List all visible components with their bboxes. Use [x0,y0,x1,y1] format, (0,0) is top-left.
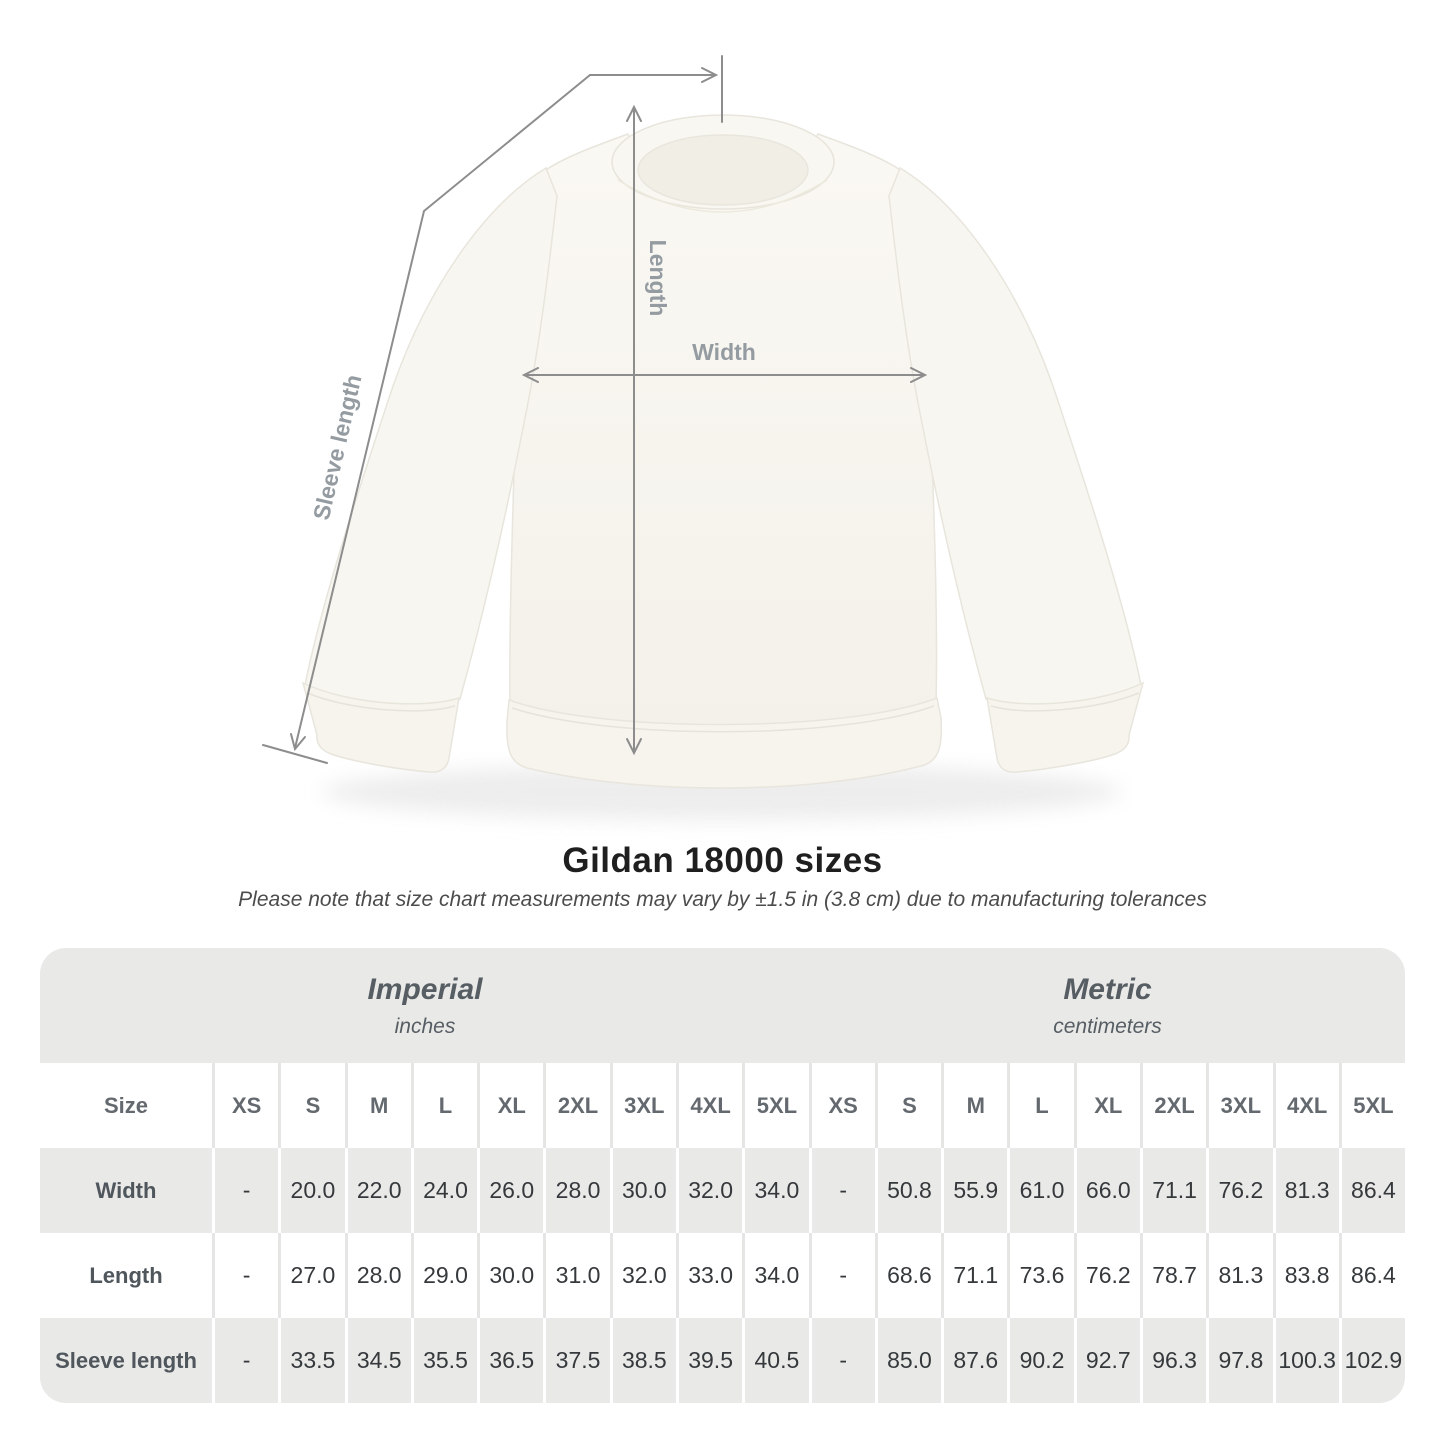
size-col-header-imperial-2xl [546,1063,612,1148]
size-col-header-metric-3xl-text: 3XL [1220,1092,1262,1118]
table-cell-text: 30.0 [621,1177,667,1203]
size-col-header-metric-s [878,1063,944,1148]
table-cell-text: 92.7 [1085,1347,1131,1373]
metric-title: Metric [1063,972,1152,1006]
size-col-header-metric-l [1010,1063,1076,1148]
table-cell-text: 76.2 [1218,1177,1264,1203]
table-cell-text: 36.5 [489,1347,535,1373]
table-cell [215,1233,281,1318]
table-cell-text: 37.5 [555,1347,601,1373]
size-col-header-imperial-l [414,1063,480,1148]
size-col-header-metric-4xl [1276,1063,1342,1148]
tolerance-note: Please note that size chart measurements may vary by ±1.5 in (3.8 cm) due to manufacturing tolerances [238,888,1207,911]
table-cell [281,1318,347,1403]
size-col-header-imperial-xs-text: XS [231,1092,262,1118]
table-cell [546,1318,612,1403]
table-cell-text: 27.0 [290,1262,336,1288]
table-cell [1010,1148,1076,1233]
imperial-subtitle: inches [394,1014,456,1038]
table-cell [414,1233,480,1318]
table-cell-text: 29.0 [423,1262,468,1288]
row-label-text: Sleeve length [55,1347,197,1373]
table-cell-text: 102.9 [1344,1347,1403,1373]
table-cell-text: 39.5 [688,1347,733,1373]
table-cell-text: 34.0 [754,1262,800,1288]
table-cell [1276,1148,1342,1233]
row-label-text: Width [95,1177,157,1203]
size-col-header-imperial-3xl-text: 3XL [624,1092,665,1118]
size-col-header-imperial-4xl [679,1063,745,1148]
size-col-header-metric-m [944,1063,1010,1148]
table-cell [480,1233,546,1318]
table-cell [1143,1148,1209,1233]
table-cell [679,1233,745,1318]
table-cell-text: 76.2 [1085,1262,1131,1288]
table-cell-text: 71.1 [1152,1177,1197,1203]
table-cell [745,1148,811,1233]
length-label: Length [645,239,671,317]
metric-section-header [810,948,1405,1063]
table-row-length [40,1233,1405,1318]
table-cell [878,1148,944,1233]
size-col-header-metric-5xl-text: 5XL [1353,1092,1394,1118]
table-cell-text: 32.0 [621,1262,667,1288]
table-cell-text: 31.0 [555,1262,601,1288]
table-cell-text: 78.7 [1152,1262,1197,1288]
table-cell-text: 28.0 [555,1177,601,1203]
size-col-header-metric-xl [1077,1063,1143,1148]
table-cell [1077,1318,1143,1403]
table-cell [414,1148,480,1233]
table-cell-text: 100.3 [1278,1347,1336,1373]
table-cell [679,1318,745,1403]
table-cell-text: 28.0 [356,1262,402,1288]
collar-inner [638,135,808,205]
table-cell [215,1148,281,1233]
table-cell-text: 32.0 [688,1177,733,1203]
table-cell [1010,1318,1076,1403]
size-col-header-imperial-xl-text: XL [497,1092,526,1118]
size-col-header-imperial-l-text: L [438,1092,453,1118]
size-col-header-imperial-xl [480,1063,546,1148]
table-row-sleeve-length [40,1318,1405,1403]
size-col-header-imperial-2xl-text: 2XL [557,1092,599,1118]
metric-subtitle: centimeters [1053,1014,1162,1038]
table-cell [546,1233,612,1318]
table-cell-text: 22.0 [356,1177,402,1203]
table-cell-text: 38.5 [621,1347,667,1373]
table-cell [281,1148,347,1233]
table-cell [1010,1233,1076,1318]
size-table [40,948,1405,1403]
size-col-header-metric-m-text: M [966,1092,985,1118]
table-cell-text: 55.9 [953,1177,999,1203]
table-cell [745,1233,811,1318]
table-cell [1276,1233,1342,1318]
size-col-header-metric-s-text: S [902,1092,917,1118]
table-cell [812,1233,878,1318]
table-cell [1342,1318,1405,1403]
table-cell [1209,1318,1275,1403]
table-cell-text: 35.5 [423,1347,468,1373]
table-cell-text: 50.8 [887,1177,932,1203]
table-cell [1143,1233,1209,1318]
table-cell [1077,1233,1143,1318]
table-cell [944,1233,1010,1318]
page-title: Gildan 18000 sizes [562,841,883,880]
table-cell [1276,1318,1342,1403]
table-cell-text: 61.0 [1019,1177,1065,1203]
size-col-header-metric-xs [812,1063,878,1148]
table-cell [613,1233,679,1318]
table-cell [414,1318,480,1403]
size-col-header-imperial-5xl-text: 5XL [756,1092,798,1118]
sweatshirt-body [510,134,937,733]
width-label: Width [692,339,756,365]
table-cell [812,1148,878,1233]
size-col-header-metric-5xl [1342,1063,1405,1148]
size-col-header-imperial-s-text: S [305,1092,321,1118]
table-cell-text: 71.1 [953,1262,999,1288]
table-cell [1077,1148,1143,1233]
table-cell [348,1233,414,1318]
size-col-header-imperial-3xl [613,1063,679,1148]
table-cell-text: 26.0 [489,1177,535,1203]
size-col-header-metric-3xl [1209,1063,1275,1148]
table-cell [878,1318,944,1403]
size-col-header-metric-xl-text: XL [1094,1092,1123,1118]
row-label [40,1318,215,1403]
table-cell-text: - [242,1262,251,1288]
table-cell [348,1148,414,1233]
size-col-header-metric-2xl [1143,1063,1209,1148]
size-col-header-imperial-5xl [745,1063,811,1148]
table-cell-text: 85.0 [887,1347,932,1373]
table-cell [215,1318,281,1403]
table-cell-text: 90.2 [1019,1347,1065,1373]
imperial-title: Imperial [367,972,483,1006]
table-cell [613,1318,679,1403]
size-col-header-imperial-s [281,1063,347,1148]
table-cell-text: 81.3 [1284,1177,1330,1203]
table-cell [1342,1148,1405,1233]
row-label [40,1233,215,1318]
table-cell [1342,1233,1405,1318]
table-cell [679,1148,745,1233]
size-header-row [40,1063,1405,1148]
sweatshirt-illustration [303,115,1143,788]
table-cell-text: 68.6 [887,1262,932,1288]
table-cell-text: - [242,1177,251,1203]
table-cell-text: 66.0 [1085,1177,1131,1203]
table-cell [1209,1233,1275,1318]
table-rows [40,1063,1405,1403]
table-cell-text: - [242,1347,251,1373]
table-cell [281,1233,347,1318]
size-col-header-imperial-4xl-text: 4XL [690,1092,731,1118]
table-cell-text: 20.0 [290,1177,336,1203]
table-cell [745,1318,811,1403]
table-cell-text: 97.8 [1218,1347,1264,1373]
row-label-text: Length [89,1262,163,1288]
table-cell-text: 87.6 [953,1347,999,1373]
size-col-header-metric-4xl-text: 4XL [1286,1092,1328,1118]
table-cell-text: 40.5 [754,1347,800,1373]
table-cell-text: 81.3 [1218,1262,1264,1288]
table-cell-text: 34.0 [754,1177,800,1203]
table-cell-text: - [839,1262,847,1288]
table-cell-text: 96.3 [1152,1347,1197,1373]
table-cell [348,1318,414,1403]
imperial-section-header [40,948,810,1063]
table-cell-text: 86.4 [1351,1177,1396,1203]
table-cell-text: - [839,1347,847,1373]
size-column-header [40,1063,215,1148]
table-cell [812,1318,878,1403]
size-col-header-metric-xs-text: XS [828,1092,858,1118]
table-cell [944,1148,1010,1233]
sleeve-length-label: Sleeve length [307,372,367,523]
size-col-header-imperial-m [348,1063,414,1148]
row-label [40,1148,215,1233]
table-cell-text: 33.0 [688,1262,733,1288]
table-cell [878,1233,944,1318]
size-col-header-metric-l-text: L [1035,1092,1049,1118]
table-row-width [40,1148,1405,1233]
table-cell-text: 24.0 [423,1177,468,1203]
size-col-header-imperial-xs [215,1063,281,1148]
size-col-header-metric-2xl-text: 2XL [1154,1092,1195,1118]
size-column-header-text: Size [103,1092,149,1118]
unit-band [40,948,1405,1063]
table-cell [546,1148,612,1233]
table-cell-text: 30.0 [489,1262,535,1288]
table-cell [480,1148,546,1233]
table-cell-text: - [839,1177,847,1203]
table-cell [1143,1318,1209,1403]
table-cell [613,1148,679,1233]
table-cell-text: 34.5 [356,1347,402,1373]
table-cell-text: 86.4 [1351,1262,1396,1288]
table-cell-text: 83.8 [1284,1262,1330,1288]
table-cell [1209,1148,1275,1233]
table-cell [480,1318,546,1403]
size-col-header-imperial-m-text: M [370,1092,389,1118]
table-cell [944,1318,1010,1403]
table-cell-text: 33.5 [290,1347,336,1373]
table-cell-text: 73.6 [1019,1262,1065,1288]
